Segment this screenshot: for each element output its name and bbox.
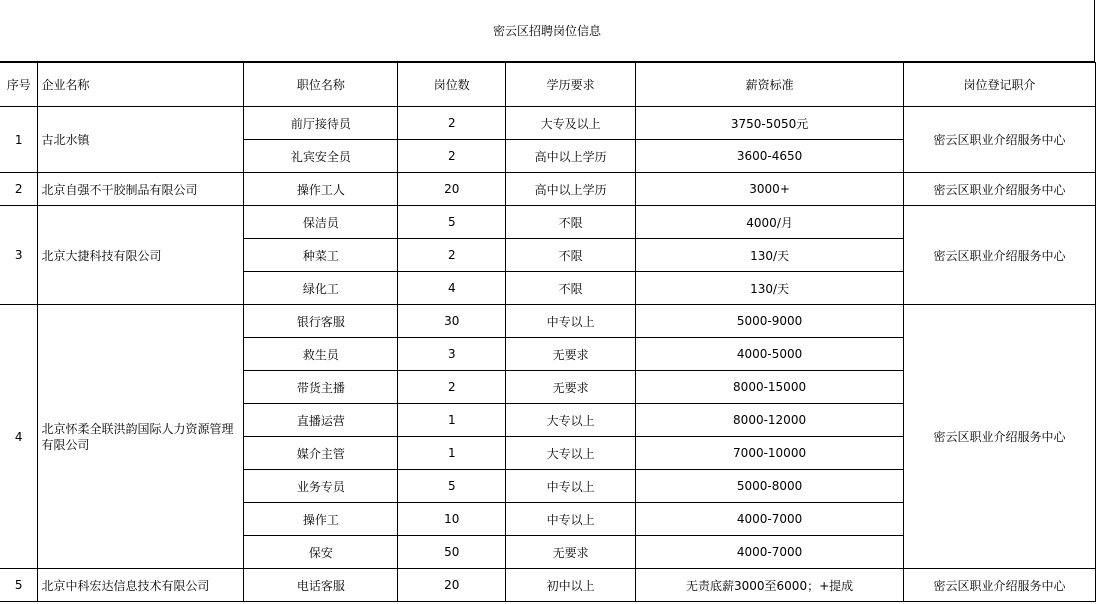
row-index: 3 — [0, 206, 38, 305]
job-salary: 4000-5000 — [636, 338, 904, 371]
job-count: 2 — [398, 140, 506, 173]
jobs-table — [0, 62, 1096, 602]
table-row — [0, 569, 1096, 602]
header-agency: 岗位登记职介 — [904, 63, 1096, 107]
table-row — [0, 305, 1096, 338]
header-index: 序号 — [0, 63, 38, 107]
job-education: 大专以上 — [506, 437, 636, 470]
job-education: 大专以上 — [506, 404, 636, 437]
header-salary: 薪资标准 — [636, 63, 904, 107]
job-education: 不限 — [506, 206, 636, 239]
job-position: 操作工 — [244, 503, 398, 536]
table-row — [0, 107, 1096, 140]
job-position: 种菜工 — [244, 239, 398, 272]
job-count: 1 — [398, 437, 506, 470]
job-position: 救生员 — [244, 338, 398, 371]
job-agency: 密云区职业介绍服务中心 — [904, 305, 1096, 569]
job-salary: 3600-4650 — [636, 140, 904, 173]
job-agency: 密云区职业介绍服务中心 — [904, 206, 1096, 305]
job-education: 高中以上学历 — [506, 173, 636, 206]
job-education: 无要求 — [506, 536, 636, 569]
job-agency: 密云区职业介绍服务中心 — [904, 173, 1096, 206]
job-salary: 8000-12000 — [636, 404, 904, 437]
header-education: 学历要求 — [506, 63, 636, 107]
job-salary: 130/天 — [636, 272, 904, 305]
job-count: 20 — [398, 173, 506, 206]
job-agency: 密云区职业介绍服务中心 — [904, 107, 1096, 173]
job-salary: 3000+ — [636, 173, 904, 206]
job-salary: 130/天 — [636, 239, 904, 272]
table-row — [0, 206, 1096, 239]
company-name: 北京中科宏达信息技术有限公司 — [38, 569, 244, 602]
company-name: 北京怀柔全联洪韵国际人力资源管理有限公司 — [38, 305, 244, 569]
job-position: 电话客服 — [244, 569, 398, 602]
job-salary: 无责底薪3000至6000；+提成 — [636, 569, 904, 602]
job-count: 30 — [398, 305, 506, 338]
job-count: 5 — [398, 206, 506, 239]
job-count: 50 — [398, 536, 506, 569]
header-count: 岗位数 — [398, 63, 506, 107]
company-name: 北京自强不干胶制品有限公司 — [38, 173, 244, 206]
job-position: 绿化工 — [244, 272, 398, 305]
job-count: 1 — [398, 404, 506, 437]
job-salary: 5000-9000 — [636, 305, 904, 338]
row-index: 4 — [0, 305, 38, 569]
job-position: 业务专员 — [244, 470, 398, 503]
job-position: 操作工人 — [244, 173, 398, 206]
job-salary: 4000/月 — [636, 206, 904, 239]
company-name: 古北水镇 — [38, 107, 244, 173]
job-education: 不限 — [506, 272, 636, 305]
header-position: 职位名称 — [244, 63, 398, 107]
job-education: 不限 — [506, 239, 636, 272]
job-count: 5 — [398, 470, 506, 503]
sheet-title: 密云区招聘岗位信息 — [0, 0, 1095, 62]
row-index: 5 — [0, 569, 38, 602]
table-row — [0, 173, 1096, 206]
job-position: 保安 — [244, 536, 398, 569]
job-count: 2 — [398, 107, 506, 140]
header-row — [0, 63, 1096, 107]
job-salary: 4000-7000 — [636, 536, 904, 569]
job-position: 银行客服 — [244, 305, 398, 338]
job-salary: 8000-15000 — [636, 371, 904, 404]
job-education: 大专及以上 — [506, 107, 636, 140]
job-education: 中专以上 — [506, 305, 636, 338]
job-position: 带货主播 — [244, 371, 398, 404]
job-count: 20 — [398, 569, 506, 602]
job-position: 前厅接待员 — [244, 107, 398, 140]
job-education: 无要求 — [506, 338, 636, 371]
job-position: 保洁员 — [244, 206, 398, 239]
job-education: 中专以上 — [506, 503, 636, 536]
row-index: 2 — [0, 173, 38, 206]
job-education: 无要求 — [506, 371, 636, 404]
job-count: 2 — [398, 371, 506, 404]
header-company: 企业名称 — [38, 63, 244, 107]
company-name: 北京大捷科技有限公司 — [38, 206, 244, 305]
job-salary: 7000-10000 — [636, 437, 904, 470]
job-position: 礼宾安全员 — [244, 140, 398, 173]
job-count: 3 — [398, 338, 506, 371]
job-education: 中专以上 — [506, 470, 636, 503]
job-salary: 3750-5050元 — [636, 107, 904, 140]
job-position: 直播运营 — [244, 404, 398, 437]
job-salary: 4000-7000 — [636, 503, 904, 536]
job-salary: 5000-8000 — [636, 470, 904, 503]
job-count: 2 — [398, 239, 506, 272]
job-count: 10 — [398, 503, 506, 536]
job-education: 高中以上学历 — [506, 140, 636, 173]
job-agency: 密云区职业介绍服务中心 — [904, 569, 1096, 602]
row-index: 1 — [0, 107, 38, 173]
job-education: 初中以上 — [506, 569, 636, 602]
job-position: 媒介主管 — [244, 437, 398, 470]
job-count: 4 — [398, 272, 506, 305]
